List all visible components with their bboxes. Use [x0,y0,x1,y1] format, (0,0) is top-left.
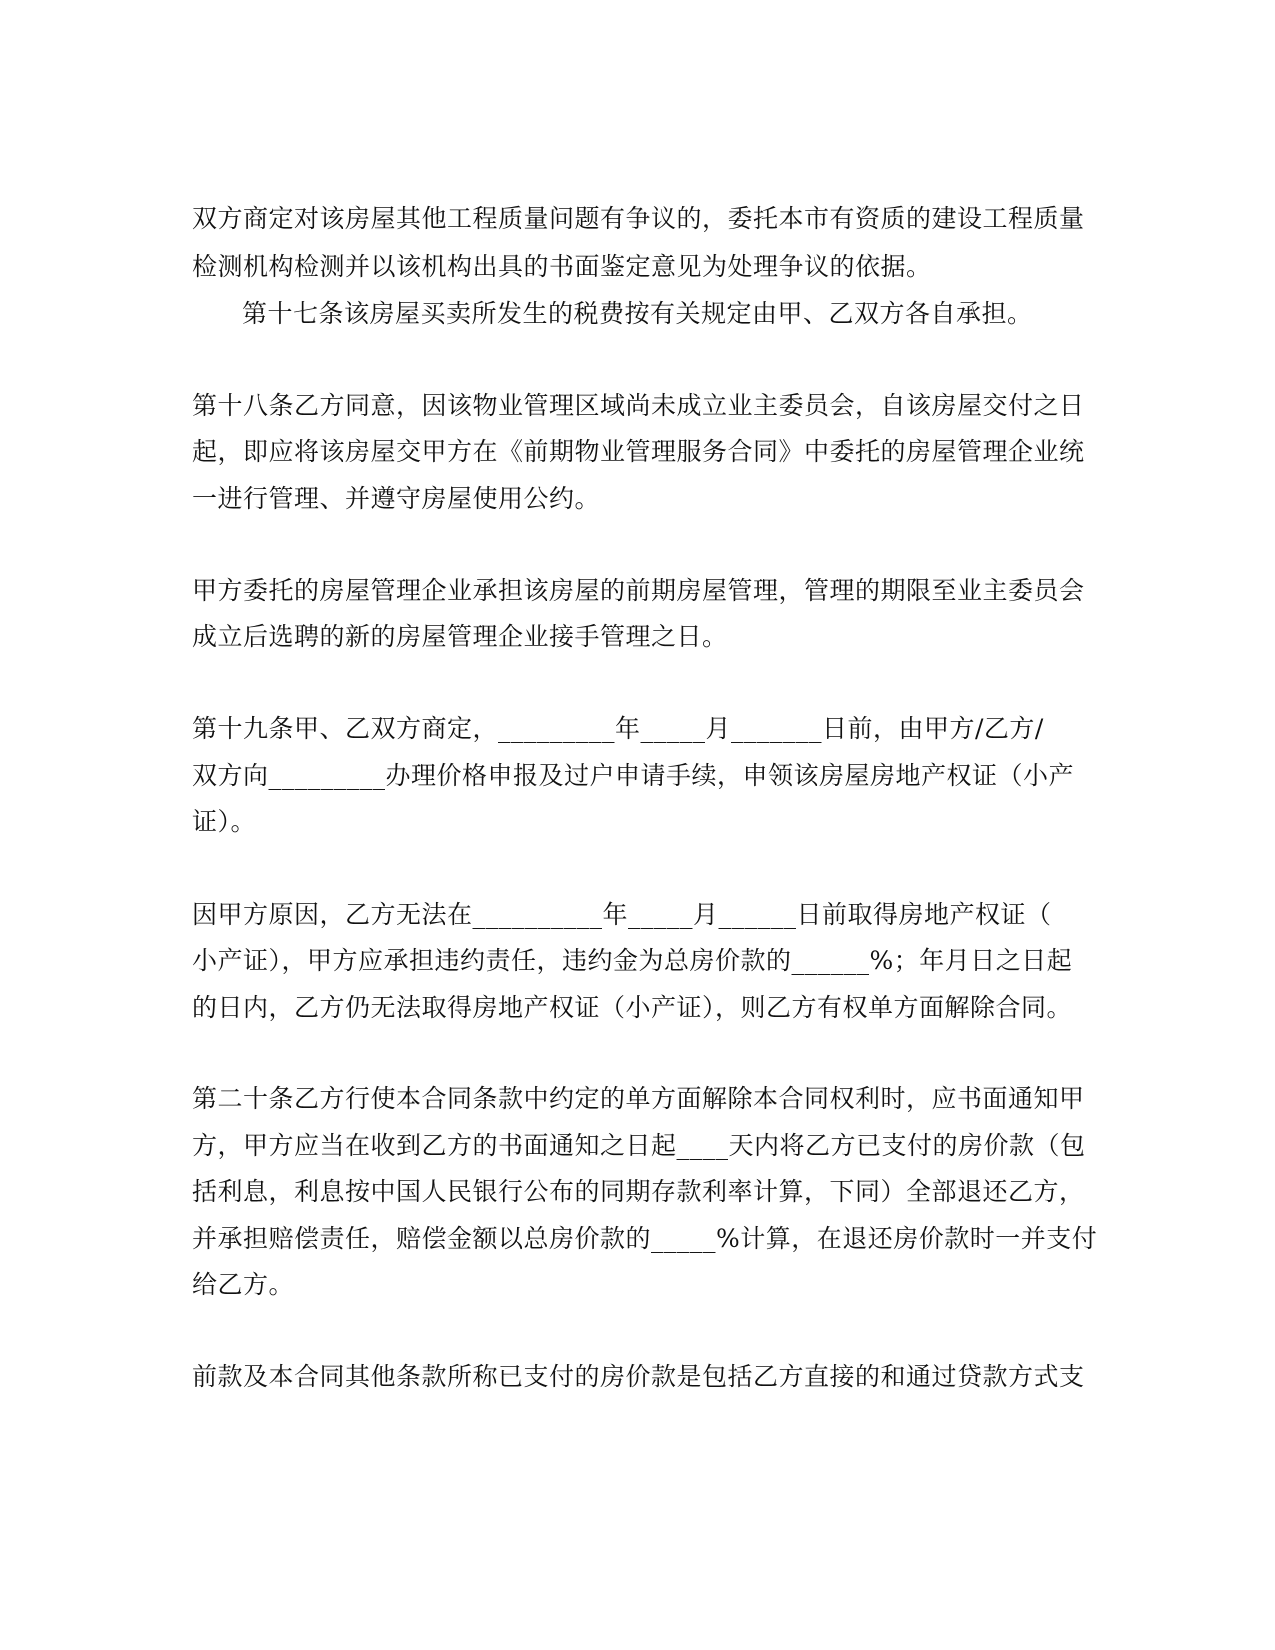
paragraph-2-line-1: 第十七条该房屋买卖所发生的税费按有关规定由甲、乙双方各自承担。 [242,299,1033,328]
paragraph-7-line-2: 方，甲方应当在收到乙方的书面通知之日起____天内将乙方已支付的房价款（包 [192,1131,1086,1160]
paragraph-4-line-1: 甲方委托的房屋管理企业承担该房屋的前期房屋管理，管理的期限至业主委员会 [192,576,1085,605]
paragraph-8-line-1: 前款及本合同其他条款所称已支付的房价款是包括乙方直接的和通过贷款方式支 [192,1362,1085,1391]
paragraph-7-line-4: 并承担赔偿责任，赔偿金额以总房价款的_____%计算，在退还房价款时一并支付 [192,1224,1098,1253]
paragraph-6-line-3: 的日内，乙方仍无法取得房地产权证（小产证），则乙方有权单方面解除合同。 [192,993,1073,1022]
paragraph-5-line-1: 第十九条甲、乙双方商定，_________年_____月_______日前，由甲方/乙方/ [192,714,1044,743]
paragraph-6-line-1: 因甲方原因，乙方无法在__________年_____月______日前取得房地产权证（ [192,900,1052,929]
paragraph-6-line-2: 小产证），甲方应承担违约责任，违约金为总房价款的______%；年月日之日起 [192,946,1073,975]
paragraph-7-line-1: 第二十条乙方行使本合同条款中约定的单方面解除本合同权利时，应书面通知甲 [192,1084,1085,1113]
paragraph-7-line-5: 给乙方。 [192,1270,295,1299]
paragraph-3-line-1: 第十八条乙方同意，因该物业管理区域尚未成立业主委员会，自该房屋交付之日 [192,391,1085,420]
paragraph-5-line-2: 双方向_________办理价格申报及过户申请手续，申领该房屋房地产权证（小产 [192,761,1075,790]
paragraph-5-line-3: 证）。 [192,807,257,836]
paragraph-3-line-2: 起，即应将该房屋交甲方在《前期物业管理服务合同》中委托的房屋管理企业统 [192,437,1085,466]
paragraph-1-line-2: 检测机构检测并以该机构出具的书面鉴定意见为处理争议的依据。 [192,252,932,281]
paragraph-4-line-2: 成立后选聘的新的房屋管理企业接手管理之日。 [192,622,728,651]
paragraph-7-line-3: 括利息，利息按中国人民银行公布的同期存款利率计算，下同）全部退还乙方， [192,1177,1085,1206]
paragraph-1-line-1: 双方商定对该房屋其他工程质量问题有争议的，委托本市有资质的建设工程质量 [192,204,1085,233]
paragraph-3-line-3: 一进行管理、并遵守房屋使用公约。 [192,484,601,513]
